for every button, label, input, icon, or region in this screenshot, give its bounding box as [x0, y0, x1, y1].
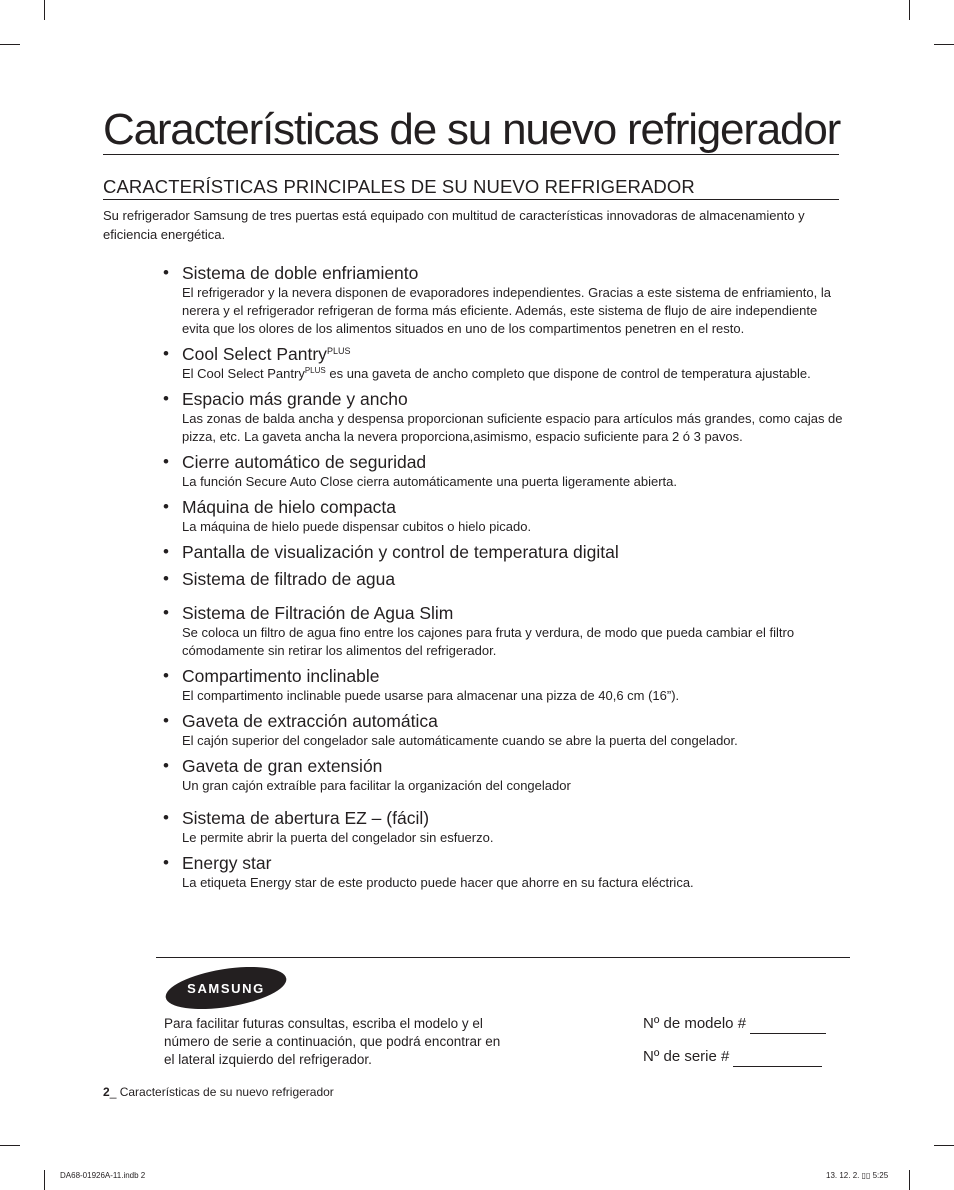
- bullet: •: [163, 808, 169, 827]
- bullet: •: [163, 603, 169, 622]
- feature-title: Máquina de hielo compacta: [182, 497, 397, 517]
- plus-superscript: PLUS: [304, 366, 326, 375]
- crop-mark: [934, 44, 954, 45]
- footer-label: Características de su nuevo refrigerador: [119, 1085, 334, 1099]
- feature-title: Sistema de doble enfriamiento: [182, 263, 419, 283]
- feature-title: Energy star: [182, 853, 272, 873]
- crop-mark: [44, 1170, 45, 1190]
- feature-title: Sistema de abertura EZ – (fácil): [182, 808, 430, 828]
- feature-list: [163, 262, 843, 897]
- feature-description: Le permite abrir la puerta del congelador sin esfuerzo.: [182, 830, 494, 845]
- feature-title: Sistema de Filtración de Agua Slim: [182, 603, 454, 623]
- feature-description: Las zonas de balda ancha y despensa proporcionan suficiente espacio para artículos más grandes, como cajas de pizza, etc. La gaveta ancha la nevera proporciona,asimismo, espacio suficiente para 2 ó 3 pavos.: [182, 411, 843, 444]
- bullet: •: [163, 452, 169, 471]
- feature-description: El compartimento inclinable puede usarse para almacenar una pizza de 40,6 cm (16”).: [182, 688, 680, 703]
- feature-description: Un gran cajón extraíble para facilitar la organización del congelador: [182, 778, 571, 793]
- feature-item-inclinable: [163, 665, 843, 705]
- bullet: •: [163, 542, 169, 561]
- feature-description: La máquina de hielo puede dispensar cubitos o hielo picado.: [182, 519, 532, 534]
- feature-item-filtrado: [163, 568, 843, 590]
- bullet: •: [163, 497, 169, 516]
- bullet: •: [163, 666, 169, 685]
- feature-item-espacio: [163, 388, 843, 446]
- feature-title: Espacio más grande y ancho: [182, 389, 408, 409]
- bullet: •: [163, 569, 169, 588]
- feature-item-cierre: [163, 451, 843, 491]
- feature-title: Cierre automático de seguridad: [182, 452, 427, 472]
- feature-item-hielo: [163, 496, 843, 536]
- feature-description: La etiqueta Energy star de este producto puede hacer que ahorre en su factura eléctrica.: [182, 875, 694, 890]
- serial-number-blank[interactable]: [733, 1050, 822, 1067]
- crop-mark: [909, 1170, 910, 1190]
- bullet: •: [163, 853, 169, 872]
- intro-paragraph: Su refrigerador Samsung de tres puertas está equipado con multitud de características innovadoras de almacenamiento y eficiencia energética.: [103, 208, 805, 242]
- bullet: •: [163, 389, 169, 408]
- feature-item-cool-select-pantry: [163, 343, 843, 383]
- bottom-divider: [156, 957, 850, 958]
- feature-description: El refrigerador y la nevera disponen de evaporadores independientes. Gracias a este sistema de enfriamiento, la nerera y el refrigerador refrigeran de forma más eficiente. Además, este sistema de flujo de aire independiente evita que los olores de los alimentos situados en uno de los compartimentos penetren en el resto.: [182, 285, 831, 336]
- page-title: Características de su nuevo refrigerador: [103, 105, 841, 154]
- feature-item-abertura-ez: [163, 807, 843, 847]
- page-footer: [103, 1084, 334, 1100]
- serial-number-field: [643, 1047, 853, 1067]
- footer-separator: _: [109, 1085, 120, 1099]
- page-number: 2: [103, 1085, 110, 1099]
- print-slug-right: 13. 12. 2. ▯▯ 5:25: [826, 1171, 889, 1180]
- feature-description: El cajón superior del congelador sale automáticamente cuando se abre la puerta del congelador.: [182, 733, 738, 748]
- serial-number-label: Nº de serie #: [643, 1048, 730, 1065]
- plus-superscript: PLUS: [326, 346, 351, 356]
- feature-title: Sistema de filtrado de agua: [182, 569, 396, 589]
- feature-item-pantalla: [163, 541, 843, 563]
- print-slug-left: DA68-01926A-11.indb 2: [60, 1171, 146, 1180]
- model-number-label: Nº de modelo #: [643, 1015, 747, 1032]
- feature-description: Se coloca un filtro de agua fino entre los cajones para fruta y verdura, de modo que pueda cambiar el filtro cómodamente sin retirar los alimentos del refrigerador.: [182, 625, 795, 658]
- logo-text: SAMSUNG: [187, 981, 265, 996]
- section-heading: CARACTERÍSTICAS PRINCIPALES DE SU NUEVO REFRIGERADOR: [103, 176, 839, 200]
- model-number-blank[interactable]: [750, 1017, 826, 1034]
- feature-title: Gaveta de extracción automática: [182, 711, 438, 731]
- feature-title: Compartimento inclinable: [182, 666, 380, 686]
- feature-item-filtracion-slim: [163, 602, 843, 660]
- samsung-logo: [164, 966, 288, 1010]
- crop-mark: [0, 1145, 20, 1146]
- crop-mark: [934, 1145, 954, 1146]
- feature-item-energy-star: [163, 852, 843, 892]
- desc-rest: es una gaveta de ancho completo que dispone de control de temperatura ajustable.: [325, 366, 811, 381]
- reference-note: Para facilitar futuras consultas, escriba el modelo y el número de serie a continuación, que podrá encontrar en el lateral izquierdo del refrigerador.: [164, 1016, 501, 1067]
- feature-description: [182, 365, 843, 383]
- bullet: •: [163, 263, 169, 282]
- bullet: •: [163, 711, 169, 730]
- feature-item-extraccion: [163, 710, 843, 750]
- model-number-field: [643, 1014, 853, 1034]
- feature-item-doble-enfriamiento: [163, 262, 843, 338]
- record-fields: [643, 1014, 853, 1080]
- feature-title: Pantalla de visualización y control de temperatura digital: [182, 542, 619, 562]
- desc-pre: El Cool Select Pantry: [182, 366, 305, 381]
- crop-mark: [909, 0, 910, 20]
- crop-mark: [0, 44, 20, 45]
- feature-item-gran-extension: [163, 755, 843, 795]
- feature-description: La función Secure Auto Close cierra automáticamente una puerta ligeramente abierta.: [182, 474, 678, 489]
- bullet: •: [163, 756, 169, 775]
- crop-mark: [44, 0, 45, 20]
- feature-title-text: Cool Select Pantry: [182, 344, 327, 364]
- feature-title: Gaveta de gran extensión: [182, 756, 383, 776]
- bullet: •: [163, 344, 169, 363]
- feature-title: [182, 343, 843, 365]
